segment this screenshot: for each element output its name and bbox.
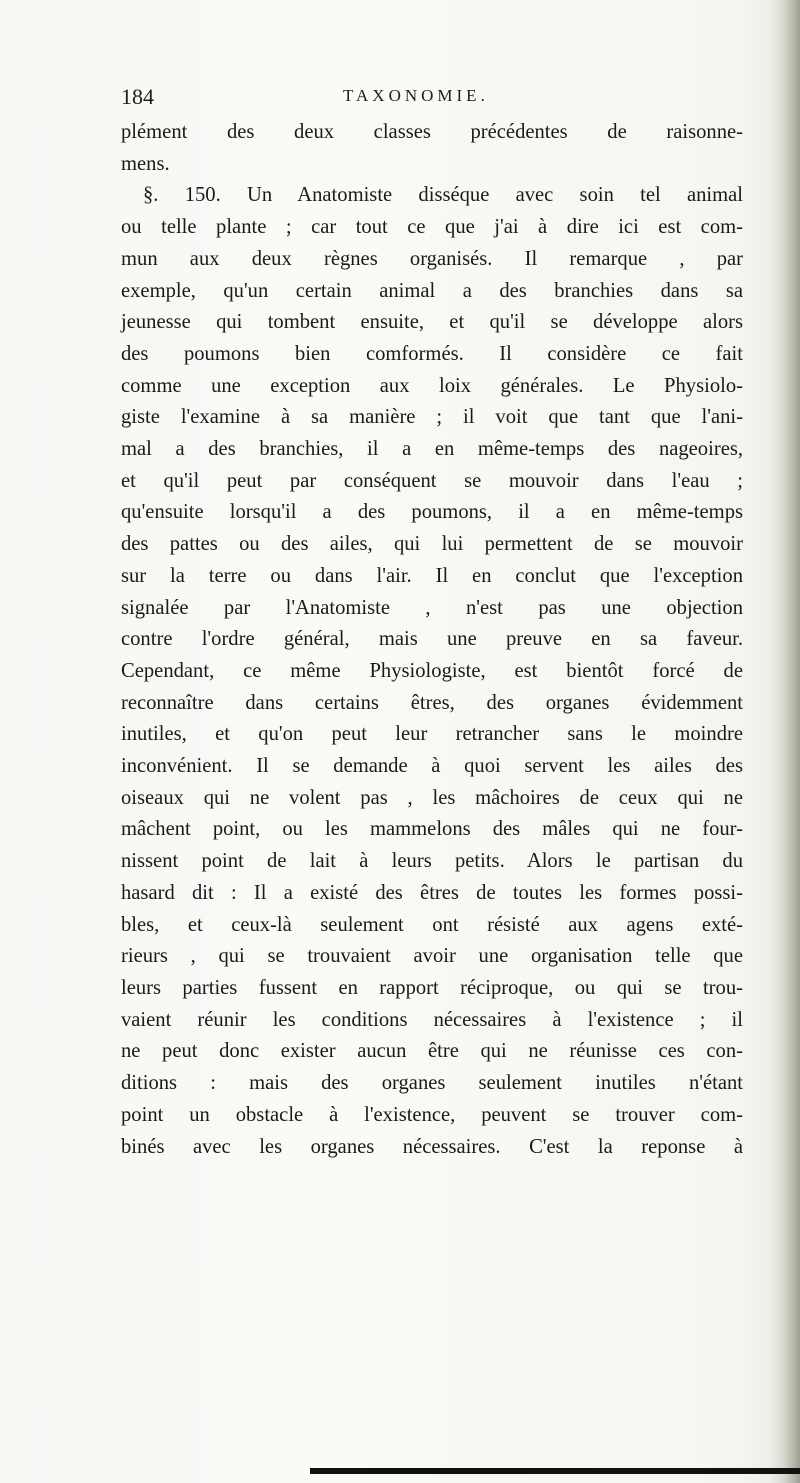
page-edge-shadow bbox=[770, 0, 800, 1483]
text-line: mens. bbox=[121, 152, 170, 175]
text-line: Cependant, ce même Physiologiste, est bientôt forcé de bbox=[121, 659, 743, 682]
text-line: sur la terre ou dans l'air. Il en conclut que l'exception bbox=[121, 564, 743, 587]
running-title: TAXONOMIE. bbox=[343, 86, 489, 105]
text-line: des pattes ou des ailes, qui lui permettent de se mouvoir bbox=[121, 533, 743, 556]
text-line: contre l'ordre général, mais une preuve en sa faveur. bbox=[121, 628, 743, 651]
bottom-rule bbox=[310, 1468, 800, 1474]
text-line: comme une exception aux loix générales. Le Physiolo- bbox=[121, 374, 743, 397]
text-line: vaient réunir les conditions nécessaires à l'existence ; il bbox=[121, 1008, 743, 1031]
text-line: giste l'examine à sa manière ; il voit que tant que l'ani- bbox=[121, 406, 743, 429]
text-line: mun aux deux règnes organisés. Il remarque , par bbox=[121, 247, 743, 270]
text-line: inconvénient. Il se demande à quoi servent les ailes des bbox=[121, 755, 743, 778]
text-line: ou telle plante ; car tout ce que j'ai à dire ici est com- bbox=[121, 216, 743, 239]
text-line: ne peut donc exister aucun être qui ne réunisse ces con- bbox=[121, 1040, 743, 1063]
page-header bbox=[121, 84, 721, 114]
text-line: et qu'il peut par conséquent se mouvoir dans l'eau ; bbox=[121, 469, 743, 492]
body-text bbox=[121, 117, 743, 1163]
text-line: des poumons bien comformés. Il considère ce fait bbox=[121, 342, 743, 365]
text-line: hasard dit : Il a existé des êtres de toutes les formes possi- bbox=[121, 881, 743, 904]
text-line: ditions : mais des organes seulement inutiles n'étant bbox=[121, 1072, 743, 1095]
text-line: bles, et ceux-là seulement ont résisté aux agens exté- bbox=[121, 913, 743, 936]
text-line: signalée par l'Anatomiste , n'est pas une objection bbox=[121, 596, 743, 619]
text-line: exemple, qu'un certain animal a des branchies dans sa bbox=[121, 279, 743, 302]
text-line: reconnaître dans certains êtres, des organes évidemment bbox=[121, 691, 743, 714]
text-line: nissent point de lait à leurs petits. Alors le partisan du bbox=[121, 850, 743, 873]
text-line: rieurs , qui se trouvaient avoir une organisation telle que bbox=[121, 945, 743, 968]
text-line: leurs parties fussent en rapport réciproque, ou qui se trou- bbox=[121, 976, 743, 999]
text-line: inutiles, et qu'on peut leur retrancher sans le moindre bbox=[121, 723, 743, 746]
text-line: binés avec les organes nécessaires. C'est la reponse à bbox=[121, 1135, 743, 1158]
text-line: qu'ensuite lorsqu'il a des poumons, il a en même-temps bbox=[121, 501, 743, 524]
text-line: plément des deux classes précédentes de raisonne- bbox=[121, 121, 743, 143]
text-line: point un obstacle à l'existence, peuvent se trouver com- bbox=[121, 1103, 743, 1126]
page-number: 184 bbox=[121, 84, 154, 109]
text-line: mâchent point, ou les mammelons des mâles qui ne four- bbox=[121, 818, 743, 841]
text-line: oiseaux qui ne volent pas , les mâchoires de ceux qui ne bbox=[121, 786, 743, 809]
text-line: mal a des branchies, il a en même-temps des nageoires, bbox=[121, 438, 743, 461]
text-line: jeunesse qui tombent ensuite, et qu'il se développe alors bbox=[121, 311, 743, 334]
paragraph-start-line: §. 150. Un Anatomiste disséque avec soin tel animal bbox=[143, 184, 743, 207]
